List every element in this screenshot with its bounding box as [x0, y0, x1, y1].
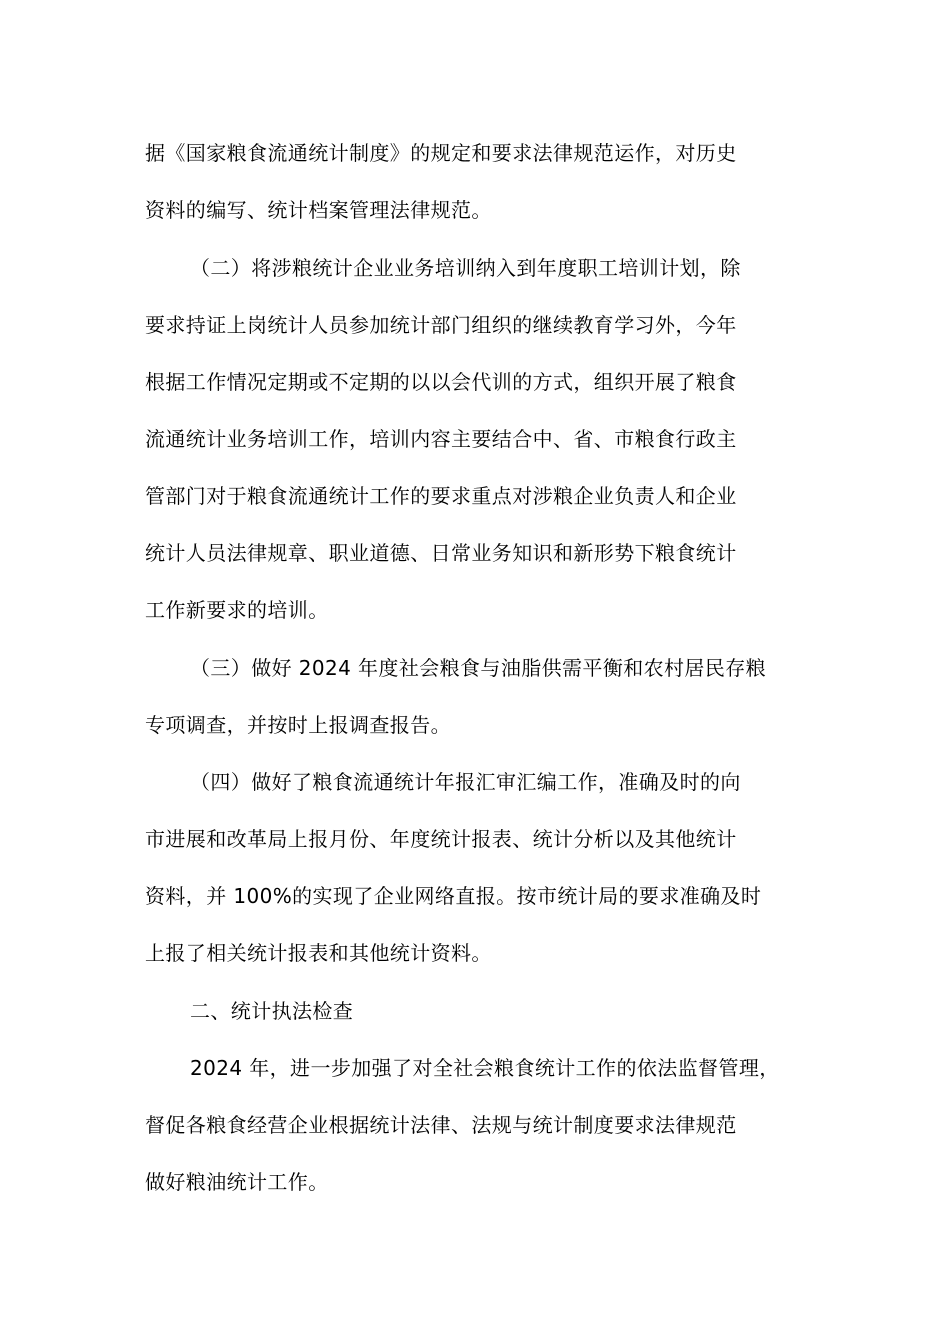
text-line: 督促各粮食经营企业根据统计法律、法规与统计制度要求法律规范 [145, 1113, 737, 1137]
paragraph-start-line: （四）做好了粮食流通统计年报汇审汇编工作，准确及时的向 [190, 770, 741, 794]
text-line: 资料，并 100%的实现了企业网络直报。按市统计局的要求准确及时 [145, 884, 762, 908]
paragraph-start-line: （三）做好 2024 年度社会粮食与油脂供需平衡和农村居民存粮 [190, 656, 767, 680]
paragraph-start-line: 2024 年，进一步加强了对全社会粮食统计工作的依法监督管理， [190, 1056, 780, 1080]
section-heading: 二、统计执法检查 [190, 999, 354, 1023]
text-line: 专项调查，并按时上报调查报告。 [145, 713, 451, 737]
text-line: 根据工作情况定期或不定期的以以会代训的方式，组织开展了粮食 [145, 370, 737, 394]
text-line: 资料的编写、统计档案管理法律规范。 [145, 198, 492, 222]
text-line: 市进展和改革局上报月份、年度统计报表、统计分析以及其他统计 [145, 827, 737, 851]
text-line: 管部门对于粮食流通统计工作的要求重点对涉粮企业负责人和企业 [145, 484, 737, 508]
text-line: 工作新要求的培训。 [145, 598, 329, 622]
text-line: 统计人员法律规章、职业道德、日常业务知识和新形势下粮食统计 [145, 541, 737, 565]
text-line: 要求持证上岗统计人员参加统计部门组织的继续教育学习外，今年 [145, 313, 737, 337]
text-line: 流通统计业务培训工作，培训内容主要结合中、省、市粮食行政主 [145, 427, 737, 451]
text-line: 据《国家粮食流通统计制度》的规定和要求法律规范运作，对历史 [145, 141, 737, 165]
text-line: 做好粮油统计工作。 [145, 1170, 329, 1194]
text-line: 上报了相关统计报表和其他统计资料。 [145, 941, 492, 965]
paragraph-start-line: （二）将涉粮统计企业业务培训纳入到年度职工培训计划，除 [190, 256, 741, 280]
